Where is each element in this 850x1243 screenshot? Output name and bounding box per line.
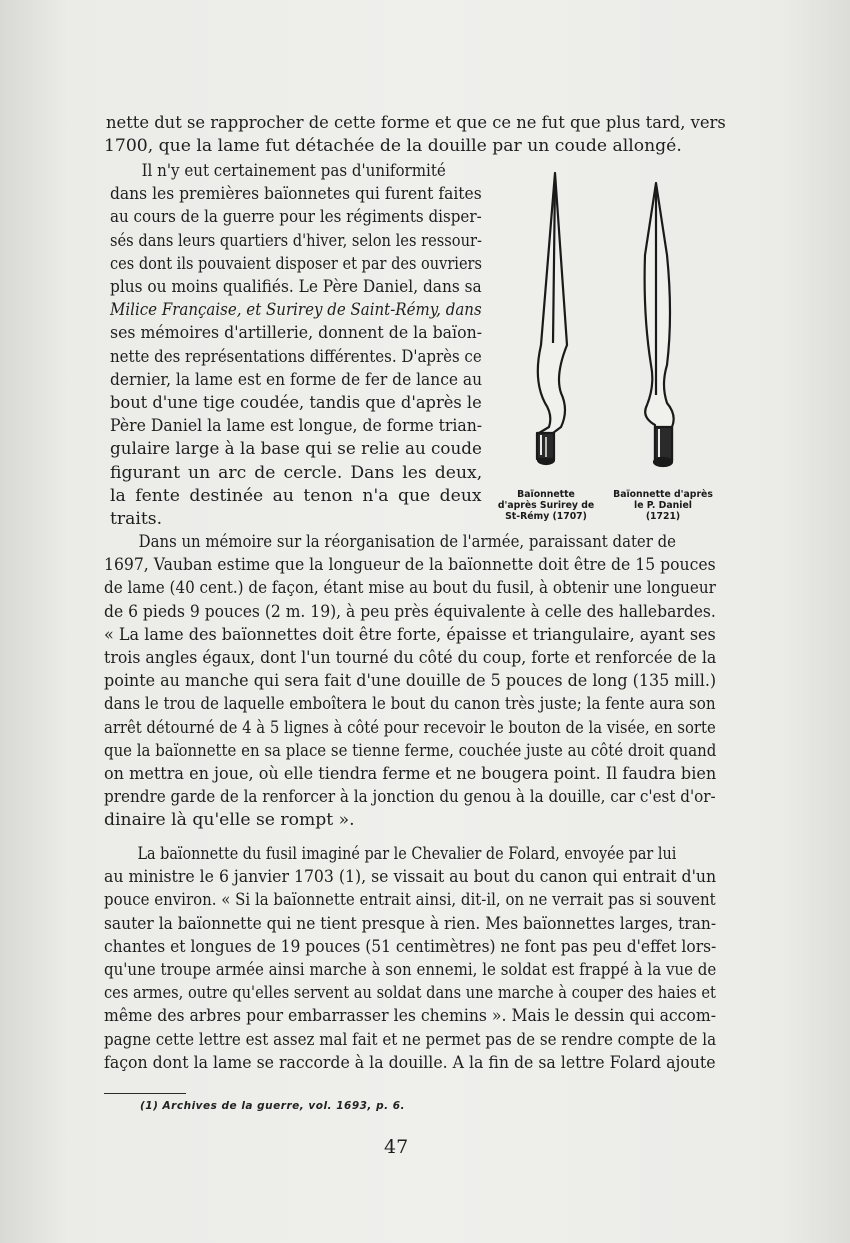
text-line: qu'une troupe armée ainsi marche à son ennemi, le soldat est frappé à la vue de <box>104 960 717 981</box>
text-line: au ministre le 6 janvier 1703 (1), se vissait au bout du canon qui entrait d'un <box>104 867 717 888</box>
paragraph-uniformity <box>110 160 482 531</box>
text-line: traits. <box>110 509 163 530</box>
text-line: figurant un arc de cercle. Dans les deux, <box>110 462 483 483</box>
text-line: arrêt détourné de 4 à 5 lignes à côté pour recevoir le bouton de la visée, en sorte <box>104 717 716 738</box>
text-line: prendre garde de la renforcer à la jonction du genou à la douille, car c'est d'or- <box>104 787 716 808</box>
caption-line: (1721) <box>645 511 681 522</box>
text-line: au cours de la guerre pour les régiments disper- <box>110 207 482 228</box>
text-line: chantes et longues de 19 pouces (51 centimètres) ne font pas peu d'effet lors- <box>104 936 717 957</box>
bayonet-illustration <box>505 165 715 485</box>
page-number: 47 <box>384 1136 409 1158</box>
text-line: de 6 pieds 9 pouces (2 m. 19), à peu près équivalente à celle des hallebardes. <box>104 601 716 622</box>
text-line: dinaire là qu'elle se rompt ». <box>104 810 355 831</box>
caption-line: le P. Daniel <box>634 500 692 511</box>
text-line: ces dont ils pouvaient disposer et par des ouvriers <box>110 253 482 274</box>
text-line: dernier, la lame est en forme de fer de lance au <box>110 369 483 390</box>
text-line: 1700, que la lame fut détachée de la douille par un coude allongé. <box>104 136 682 157</box>
bayonet-surirey-drawing <box>537 173 567 464</box>
text-line: ses mémoires d'artillerie, donnent de la baïon- <box>110 323 483 344</box>
caption-line: d'après Surirey de <box>497 500 595 511</box>
text-line: La baïonnette du fusil imaginé par le Chevalier de Folard, envoyée par lui <box>137 844 677 864</box>
text-line: Milice Française, et Surirey de Saint-Rémy, dans <box>110 300 482 321</box>
text-line: nette des représentations différentes. D'après ce <box>110 346 482 367</box>
footnote: (1) Archives de la guerre, vol. 1693, p. 6. <box>140 1100 406 1112</box>
text-line: trois angles égaux, dont l'un tourné du côté du coup, forte et renforcée de la <box>104 648 717 669</box>
paragraph-intro <box>104 112 724 158</box>
text-line: dans les premières baïonnetes qui furent faites <box>110 184 482 205</box>
text-line: que la baïonnette en sa place se tienne ferme, couchée juste au côté droit quand <box>104 740 717 761</box>
text-line: on mettra en joue, où elle tiendra ferme et ne bougera point. Il faudra bien <box>104 764 717 785</box>
text-line: 1697, Vauban estime que la longueur de la baïonnette doit être de 15 pouces <box>104 555 716 576</box>
text-line: façon dont la lame se raccorde à la douille. A la fin de sa lettre Folard ajoute <box>104 1052 716 1073</box>
text-line: dans le trou de laquelle emboîtera le bout du canon très juste; la fente aura son <box>104 694 716 715</box>
paragraph-vauban <box>104 531 716 833</box>
figure-caption-right <box>607 489 719 522</box>
text-line: bout d'une tige coudée, tandis que d'après le <box>110 393 482 414</box>
footnote-divider <box>104 1093 186 1094</box>
paragraph-folard <box>104 843 716 1075</box>
caption-line: Baïonnette d'après <box>613 489 713 500</box>
caption-line: Baïonnette <box>517 489 575 500</box>
text-line: « La lame des baïonnettes doit être forte, épaisse et triangulaire, ayant ses <box>104 624 716 645</box>
text-line: même des arbres pour embarrasser les chemins ». Mais le dessin qui accom- <box>104 1006 716 1027</box>
text-line: plus ou moins qualifiés. Le Père Daniel, dans sa <box>110 277 482 298</box>
text-line: Père Daniel la lame est longue, de forme trian- <box>110 416 483 437</box>
text-line: pouce environ. « Si la baïonnette entrait ainsi, dit-il, on ne verrait pas si souvent <box>104 890 716 911</box>
text-line: pagne cette lettre est assez mal fait et ne permet pas de se rendre compte de la <box>104 1029 717 1050</box>
text-line: la fente destinée au tenon n'a que deux <box>110 485 482 506</box>
text-line: pointe au manche qui sera fait d'une douille de 5 pouces de long (135 mill.) <box>104 671 717 692</box>
text-line: nette dut se rapprocher de cette forme et que ce ne fut que plus tard, vers <box>106 113 726 133</box>
text-line: Dans un mémoire sur la réorganisation de l'armée, paraissant dater de <box>138 532 676 552</box>
text-line: Il n'y eut certainement pas d'uniformité <box>141 161 446 181</box>
text-line: gulaire large à la base qui se relie au coude <box>110 439 482 460</box>
bayonet-daniel-drawing <box>645 183 674 466</box>
caption-line: St-Rémy (1707) <box>505 511 587 522</box>
text-line: ces armes, outre qu'elles servent au soldat dans une marche à couper des haies et <box>104 983 716 1004</box>
text-line: de lame (40 cent.) de façon, étant mise au bout du fusil, à obtenir une longueur <box>104 578 716 599</box>
text-line: sés dans leurs quartiers d'hiver, selon les ressour- <box>110 230 482 251</box>
text-line: sauter la baïonnette qui ne tient presque à rien. Mes baïonnettes larges, tran- <box>104 913 717 934</box>
figure-caption-left <box>484 489 608 522</box>
